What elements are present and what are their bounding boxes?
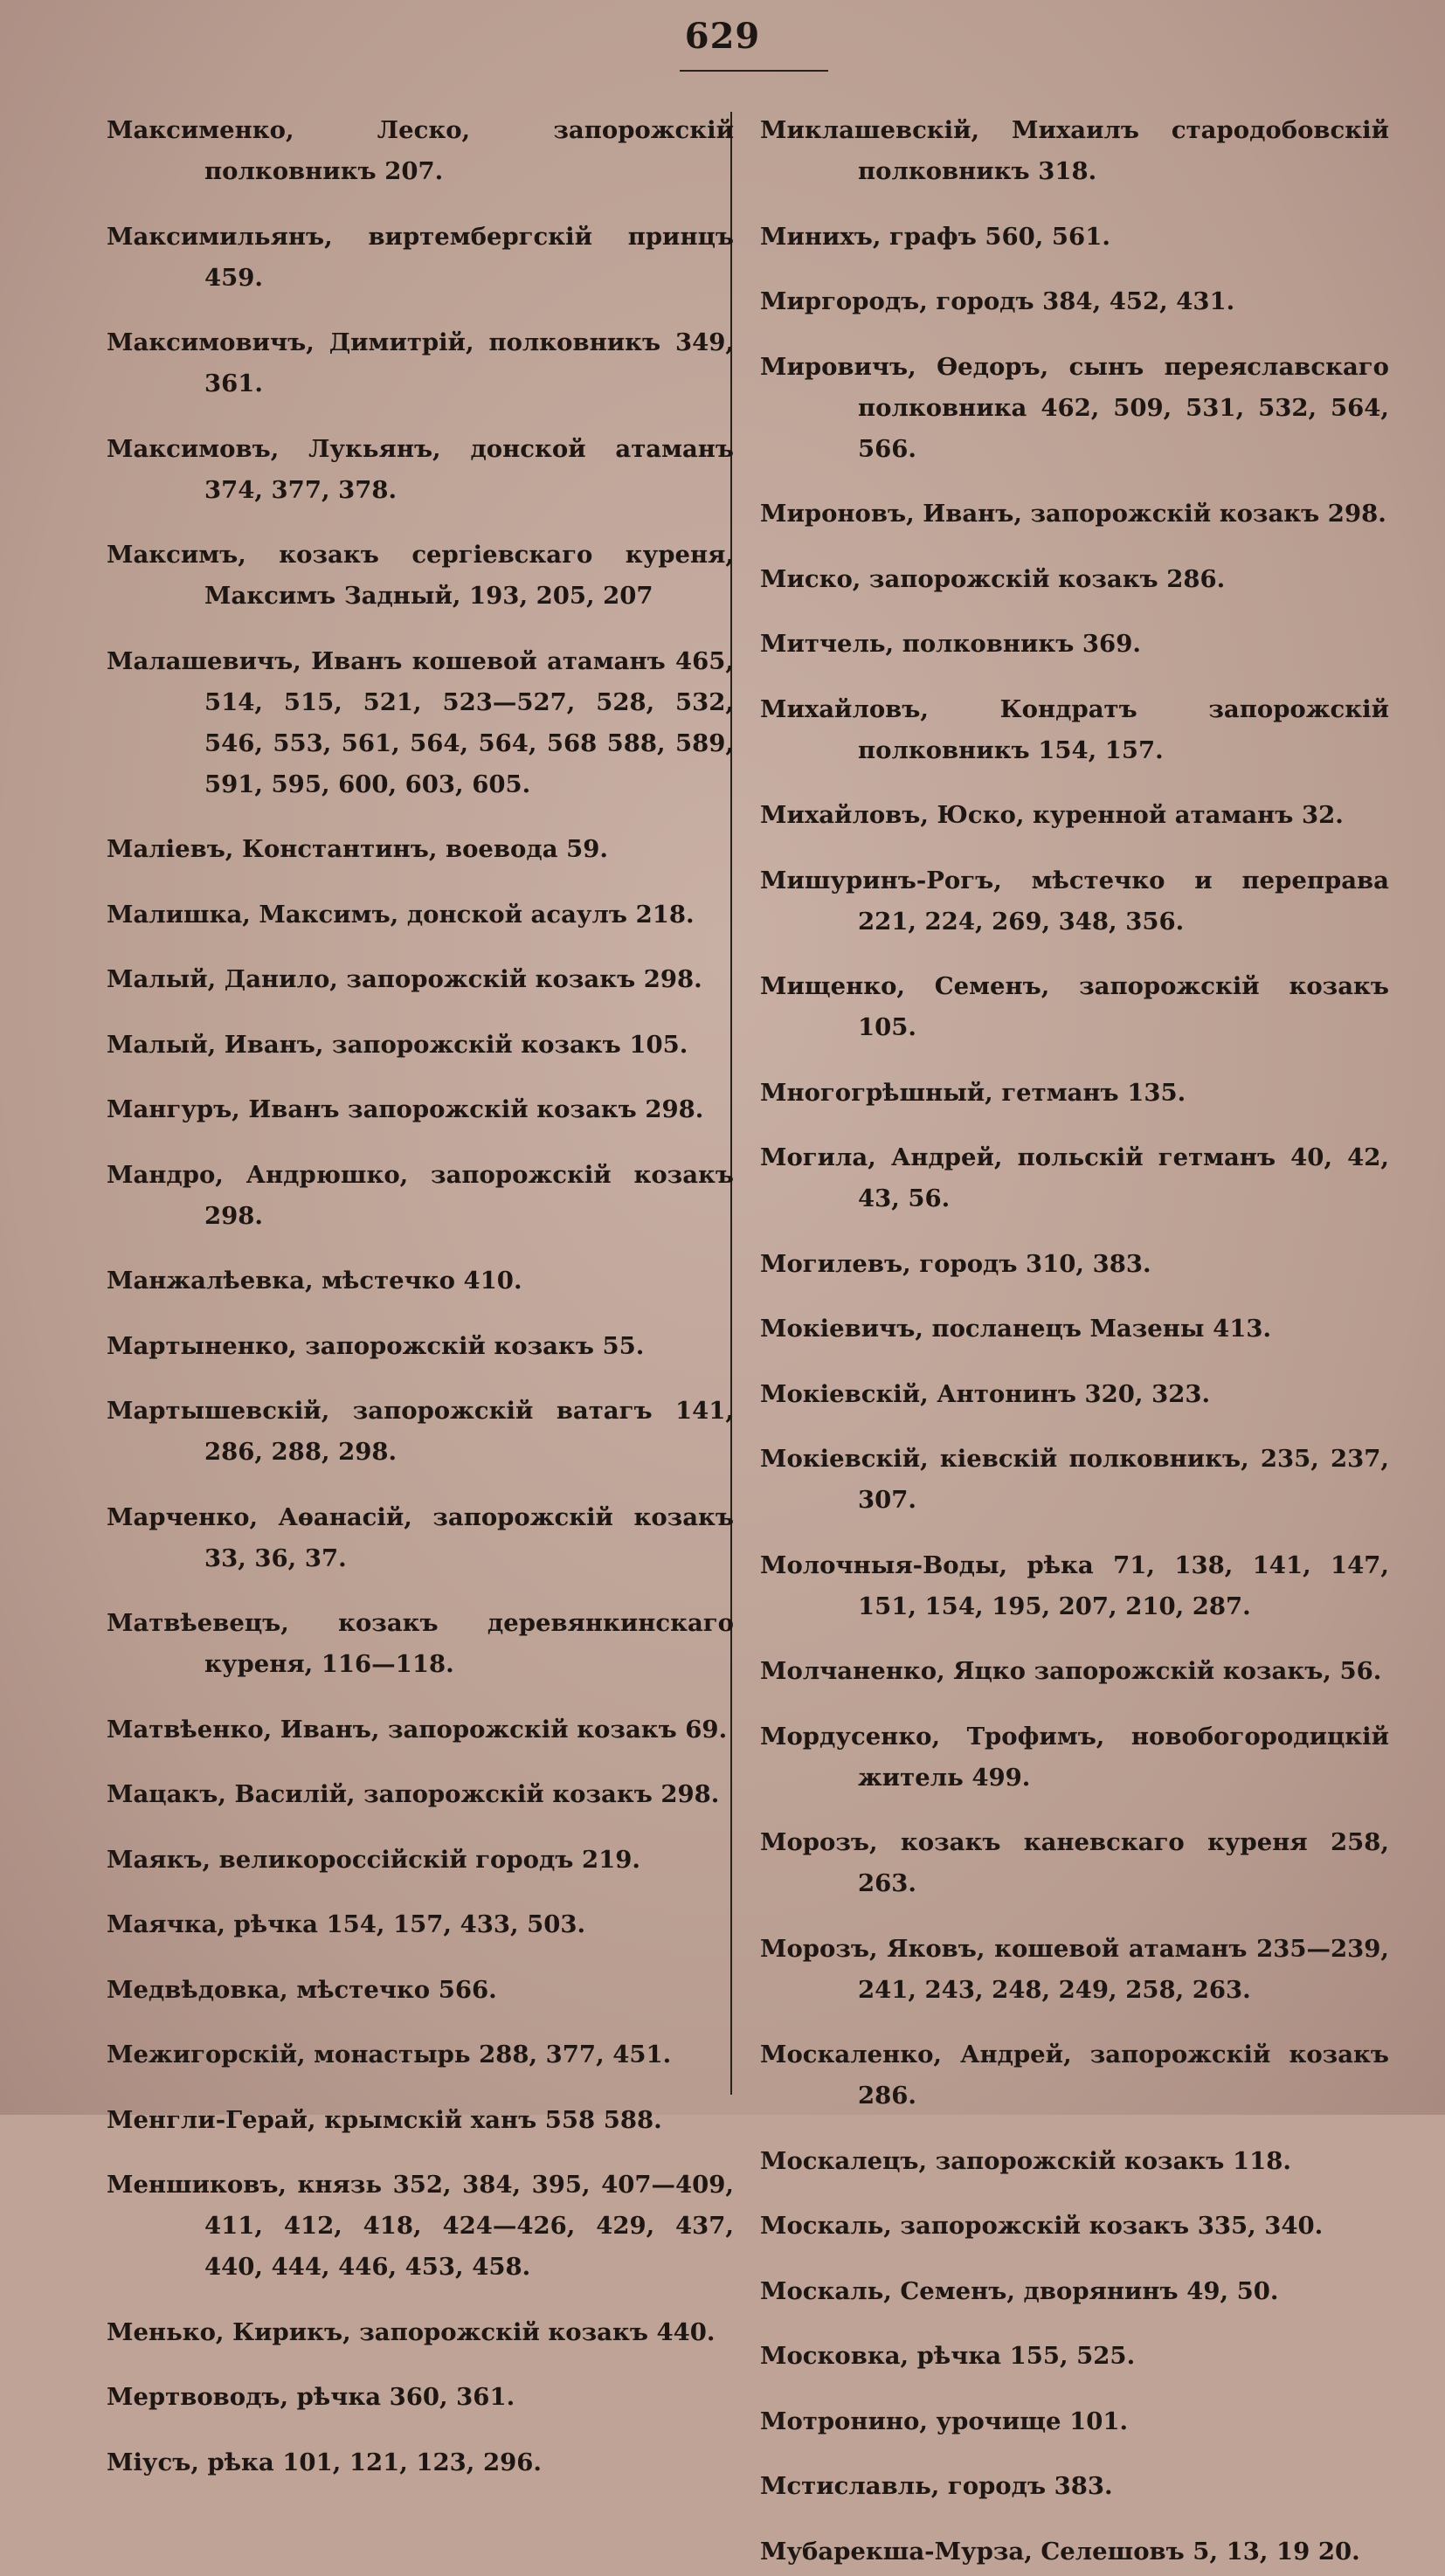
index-entry: Мартыненко, запорожскій козакъ 55.	[107, 1331, 645, 1360]
index-entry: Москаль, Семенъ, дворянинъ 49, 50.	[760, 2276, 1279, 2305]
index-entry: Миклашевскій, Михаилъ стародобовскій полковникъ 318.	[760, 116, 1389, 185]
index-entry: Мокіевскій, Антонинъ 320, 323.	[760, 1379, 1211, 1408]
index-entry: Мстиславль, городъ 383.	[760, 2472, 1113, 2500]
index-entry: Московка, рѣчка 155, 525.	[760, 2342, 1136, 2370]
index-entry: Минихъ, графъ 560, 561.	[760, 222, 1110, 251]
index-entry: Маячка, рѣчка 154, 157, 433, 503.	[107, 1910, 586, 1938]
index-entry: Матвѣенко, Иванъ, запорожскій козакъ 69.	[107, 1715, 728, 1744]
index-column-left	[107, 110, 734, 2487]
index-entry: Мищенко, Семенъ, запорожскій козакъ 105.	[760, 972, 1389, 1041]
index-entry: Мокіевскій, кіевскій полковникъ, 235, 237, 307.	[760, 1445, 1389, 1514]
index-entry: Морозъ, козакъ каневскаго куреня 258, 263.	[760, 1828, 1389, 1897]
index-entry: Менгли-Герай, крымскій ханъ 558 588.	[107, 2105, 662, 2134]
index-entry: Манжалѣевка, мѣстечко 410.	[107, 1267, 522, 1295]
index-entry: Молчаненко, Яцко запорожскій козакъ, 56.	[760, 1657, 1382, 1685]
index-entry: Михайловъ, Юско, куренной атаманъ 32.	[760, 801, 1344, 829]
index-entry: Максимовичъ, Димитрій, полковникъ 349, 361.	[107, 328, 734, 397]
index-entry: Маякъ, великороссійскій городъ 219.	[107, 1845, 640, 1874]
index-entry: Мацакъ, Василій, запорожскій козакъ 298.	[107, 1780, 720, 1808]
index-entry: Максимовъ, Лукьянъ, донской атаманъ 374, 377, 378.	[107, 434, 734, 504]
index-entry: Максимъ, козакъ сергіевскаго куреня, Максимъ Задный, 193, 205, 207	[107, 541, 734, 610]
index-entry: Могила, Андрей, польскій гетманъ 40, 42, 43, 56.	[760, 1143, 1389, 1212]
index-entry: Мангуръ, Иванъ запорожскій козакъ 298.	[107, 1095, 704, 1123]
index-entry: Мандро, Андрюшко, запорожскій козакъ 298.	[107, 1160, 734, 1230]
index-entry: Максимильянъ, виртембергскій принцъ 459.	[107, 222, 734, 292]
index-entry: Мишуринъ-Рогъ, мѣстечко и переправа 221, 224, 269, 348, 356.	[760, 866, 1389, 936]
index-entry: Менько, Кирикъ, запорожскій козакъ 440.	[107, 2317, 716, 2346]
index-entry: Молочныя-Воды, рѣка 71, 138, 141, 147, 151, 154, 195, 207, 210, 287.	[760, 1550, 1389, 1620]
index-entry: Мубарекша-Мурза, Селешовъ 5, 13, 19 20.	[760, 2537, 1360, 2566]
index-entry: Москалецъ, запорожскій козакъ 118.	[760, 2146, 1291, 2175]
index-entry: Меншиковъ, князь 352, 384, 395, 407—409, 411, 412, 418, 424—426, 429, 437, 440, 444, 446, 453, 458.	[107, 2171, 734, 2281]
index-column-right	[760, 110, 1389, 2576]
index-entry: Мировичъ, Ѳедоръ, сынъ переяславскаго полковника 462, 509, 531, 532, 564, 566.	[760, 352, 1389, 463]
index-entry: Маліевъ, Константинъ, воевода 59.	[107, 835, 608, 863]
index-entry: Малый, Иванъ, запорожскій козакъ 105.	[107, 1030, 688, 1059]
index-entry: Мордусенко, Трофимъ, новобогородицкій житель 499.	[760, 1722, 1389, 1792]
index-entry: Мироновъ, Иванъ, запорожскій козакъ 298.	[760, 500, 1386, 528]
index-entry: Морозъ, Яковъ, кошевой атаманъ 235—239, 241, 243, 248, 249, 258, 263.	[760, 1934, 1389, 2004]
index-entry: Межигорскій, монастырь 288, 377, 451.	[107, 2041, 672, 2068]
index-entry: Мокіевичъ, посланецъ Мазены 413.	[760, 1315, 1272, 1343]
index-entry: Мотронино, урочище 101.	[760, 2407, 1129, 2435]
index-entry: Миско, запорожскій козакъ 286.	[760, 564, 1226, 593]
page-number: 629	[684, 16, 761, 57]
index-entry: Миргородъ, городъ 384, 452, 431.	[760, 287, 1235, 315]
index-entry: Многогрѣшный, гетманъ 135.	[760, 1078, 1186, 1107]
index-entry: Марченко, Аѳанасій, запорожскій козакъ 33, 36, 37.	[107, 1502, 734, 1572]
index-entry: Москаленко, Андрей, запорожскій козакъ 286.	[760, 2041, 1389, 2110]
index-entry: Медвѣдовка, мѣстечко 566.	[107, 1975, 497, 2004]
index-entry: Малашевичъ, Иванъ кошевой атаманъ 465, 514, 515, 521, 523—527, 528, 532, 546, 553, 561, 564, 564, 568 588, 589, 591, 595, 600, 603, 605.	[107, 646, 734, 798]
index-entry: Матвѣевецъ, козакъ деревянкинскаго куреня, 116—118.	[107, 1609, 734, 1678]
index-entry: Малый, Данило, запорожскій козакъ 298.	[107, 965, 702, 993]
header-rule	[680, 70, 828, 72]
index-entry: Москаль, запорожскій козакъ 335, 340.	[760, 2212, 1324, 2240]
index-entry: Малишка, Максимъ, донской асаулъ 218.	[107, 900, 695, 929]
index-entry: Михайловъ, Кондратъ запорожскій полковникъ 154, 157.	[760, 694, 1389, 764]
index-entry: Митчель, полковникъ 369.	[760, 630, 1141, 658]
index-entry: Максименко, Леско, запорожскій полковникъ 207.	[107, 116, 734, 185]
index-entry: Мартышевскій, запорожскій ватагъ 141, 286, 288, 298.	[107, 1397, 734, 1466]
index-entry: Могилевъ, городъ 310, 383.	[760, 1249, 1151, 1278]
index-entry: Міусъ, рѣка 101, 121, 123, 296.	[107, 2448, 542, 2476]
index-entry: Мертвоводъ, рѣчка 360, 361.	[107, 2383, 515, 2411]
